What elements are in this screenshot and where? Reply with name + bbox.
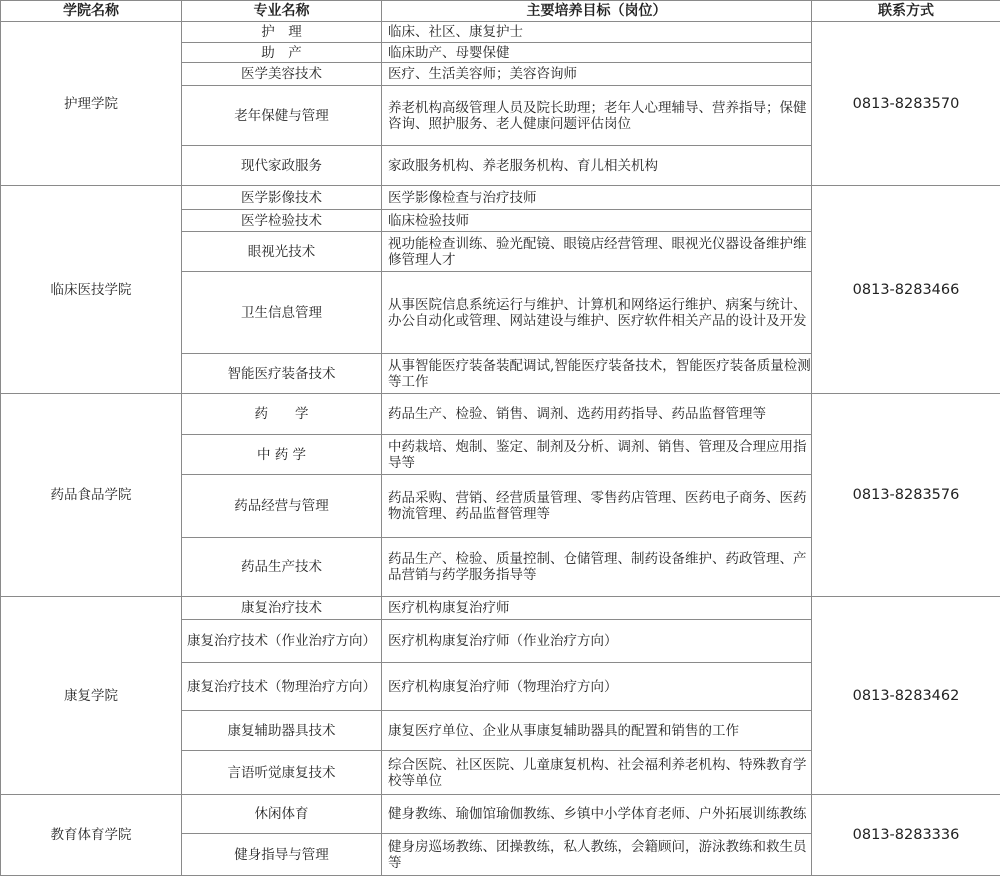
major-name: 智能医疗装备技术 [182,354,382,394]
major-name: 药品生产技术 [182,538,382,597]
training-goal: 临床助产、母婴保健 [382,43,812,63]
major-name: 康复治疗技术 [182,597,382,620]
table-row [1,394,1000,435]
contact-phone: 0813-8283466 [812,186,1000,394]
major-name: 药品经营与管理 [182,475,382,538]
training-goal: 医疗机构康复治疗师 [382,597,812,620]
training-goal: 综合医院、社区医院、儿童康复机构、社会福利养老机构、特殊教育学校等单位 [382,751,812,795]
training-goal: 从事医院信息系统运行与维护、计算机和网络运行维护、病案与统计、办公自动化或管理、网站建设与维护、医疗软件相关产品的设计及开发 [382,272,812,354]
training-goal: 医疗机构康复治疗师（作业治疗方向） [382,620,812,663]
header-contact: 联系方式 [812,1,1000,22]
training-goal: 临床、社区、康复护士 [382,22,812,43]
header-college: 学院名称 [1,1,182,22]
major-name: 中 药 学 [182,435,382,475]
training-goal: 养老机构高级管理人员及院长助理；老年人心理辅导、营养指导；保健咨询、照护服务、老人健康问题评估岗位 [382,86,812,146]
major-name: 医学影像技术 [182,186,382,210]
college-name: 教育体育学院 [1,795,182,876]
major-name: 康复治疗技术（作业治疗方向） [182,620,382,663]
major-name: 言语听觉康复技术 [182,751,382,795]
major-name: 现代家政服务 [182,146,382,186]
header-row [1,1,1000,22]
contact-phone: 0813-8283570 [812,22,1000,186]
training-goal: 药品采购、营销、经营质量管理、零售药店管理、医药电子商务、医药物流管理、药品监督管理等 [382,475,812,538]
training-goal: 康复医疗单位、企业从事康复辅助器具的配置和销售的工作 [382,711,812,751]
header-major: 专业名称 [182,1,382,22]
training-goal: 中药栽培、炮制、鉴定、制剂及分析、调剂、销售、管理及合理应用指导等 [382,435,812,475]
college-name: 护理学院 [1,22,182,186]
training-goal: 健身教练、瑜伽馆瑜伽教练、乡镇中小学体育老师、户外拓展训练教练 [382,795,812,834]
major-name: 眼视光技术 [182,232,382,272]
training-goal: 临床检验技师 [382,210,812,232]
training-goal: 视功能检查训练、验光配镜、眼镜店经营管理、眼视光仪器设备维护维修管理人才 [382,232,812,272]
header-goal: 主要培养目标（岗位） [382,1,812,22]
training-goal: 家政服务机构、养老服务机构、育儿相关机构 [382,146,812,186]
training-goal: 医学影像检查与治疗技师 [382,186,812,210]
major-name: 康复辅助器具技术 [182,711,382,751]
major-name: 护 理 [182,22,382,43]
major-name: 老年保健与管理 [182,86,382,146]
major-name: 医学美容技术 [182,63,382,86]
contact-phone: 0813-8283576 [812,394,1000,597]
table-row [1,22,1000,43]
training-goal: 医疗、生活美容师；美容咨询师 [382,63,812,86]
college-name: 临床医技学院 [1,186,182,394]
table-row [1,597,1000,620]
training-goal: 药品生产、检验、质量控制、仓储管理、制药设备维护、药政管理、产品营销与药学服务指导等 [382,538,812,597]
table-row [1,795,1000,834]
major-name: 助 产 [182,43,382,63]
major-name: 卫生信息管理 [182,272,382,354]
contact-phone: 0813-8283336 [812,795,1000,876]
college-name: 药品食品学院 [1,394,182,597]
major-name: 健身指导与管理 [182,834,382,876]
table-body [1,22,1000,876]
training-goal: 健身房巡场教练、团操教练，私人教练，会籍顾问，游泳教练和救生员等 [382,834,812,876]
major-name: 康复治疗技术（物理治疗方向） [182,663,382,711]
training-goal: 医疗机构康复治疗师（物理治疗方向） [382,663,812,711]
contact-phone: 0813-8283462 [812,597,1000,795]
major-name: 休闲体育 [182,795,382,834]
major-name: 药 学 [182,394,382,435]
major-name: 医学检验技术 [182,210,382,232]
training-goal: 从事智能医疗装备装配调试,智能医疗装备技术，智能医疗装备质量检测等工作 [382,354,812,394]
table-row [1,186,1000,210]
college-name: 康复学院 [1,597,182,795]
training-goal: 药品生产、检验、销售、调剂、选药用药指导、药品监督管理等 [382,394,812,435]
